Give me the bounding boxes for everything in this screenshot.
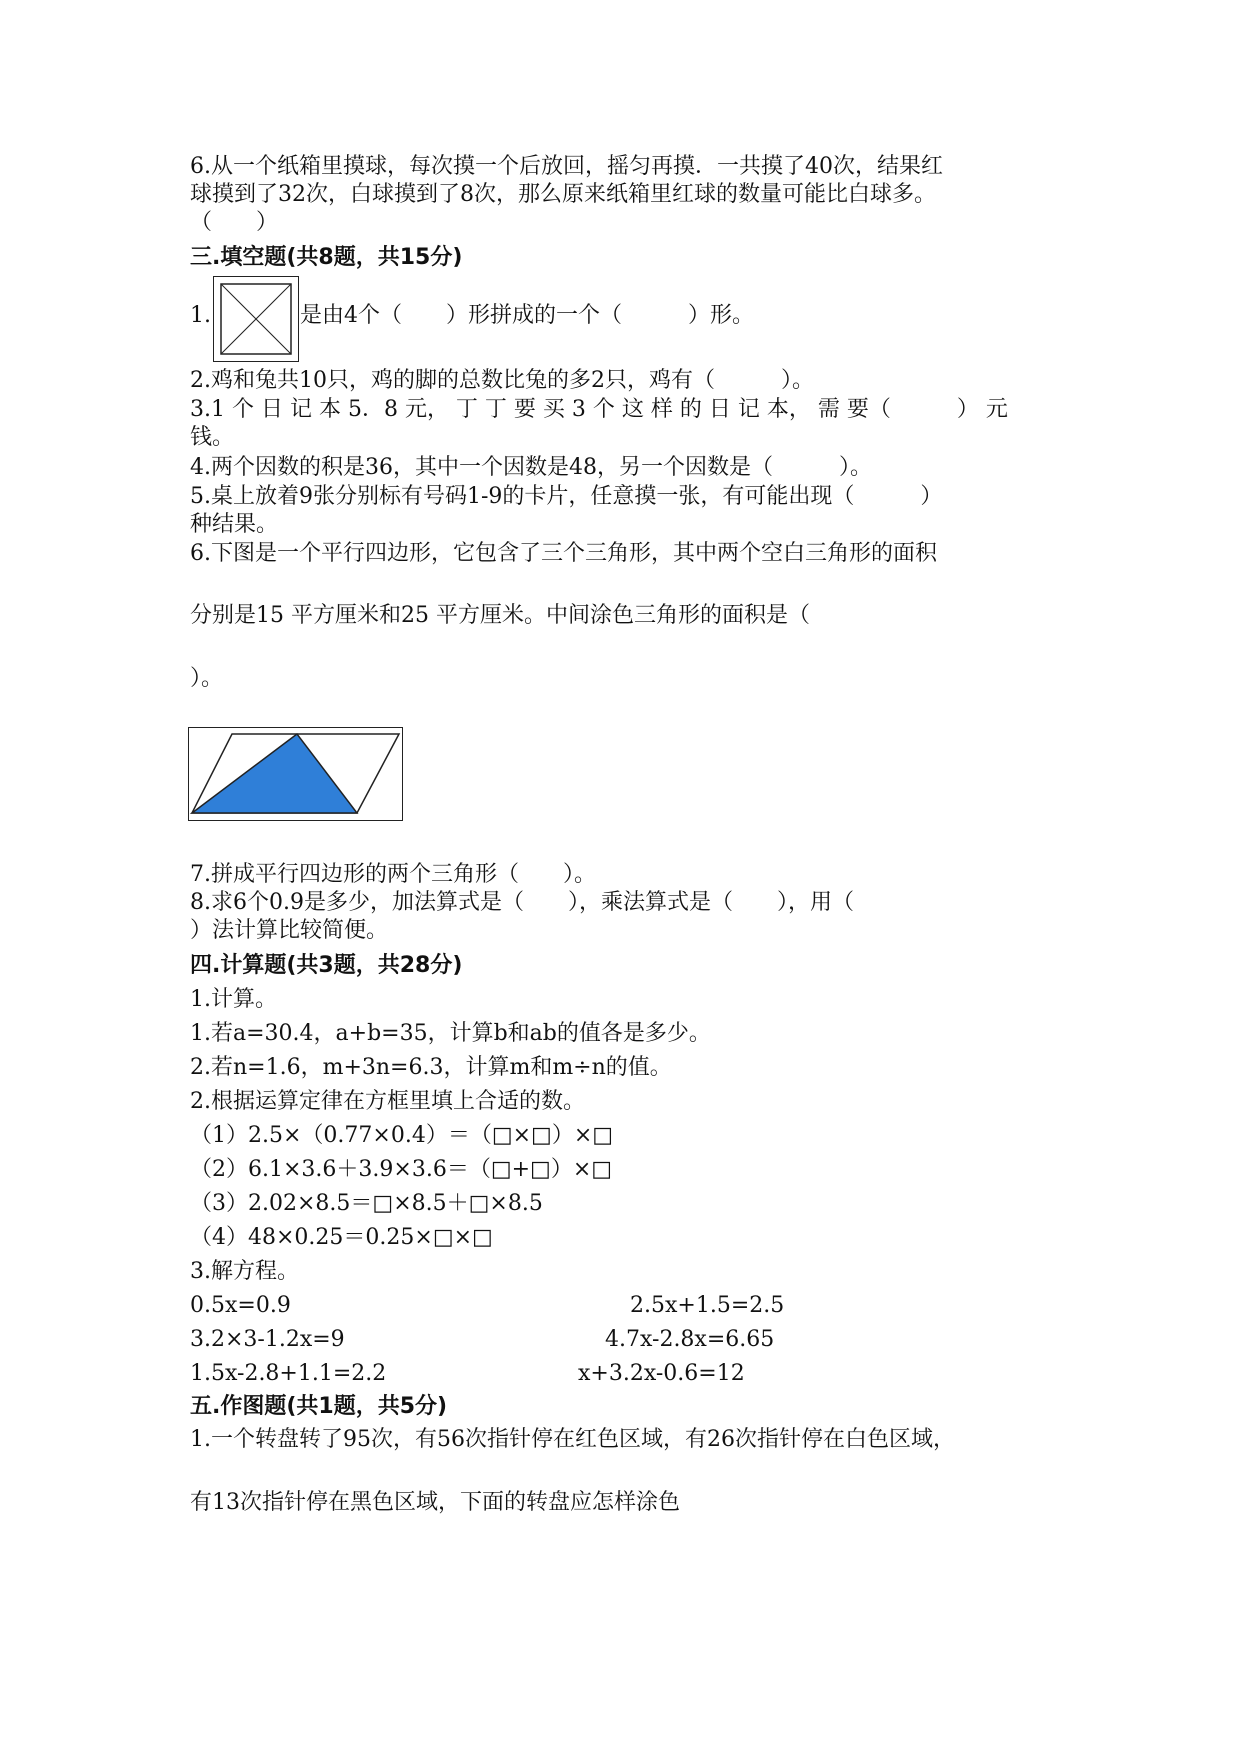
s4-q2: 2.根据运算定律在方框里填上合适的数。 <box>190 1089 585 1114</box>
s3-q6-line1: 6.下图是一个平行四边形，它包含了三个三角形，其中两个空白三角形的面积 <box>190 541 937 566</box>
s3-q3-line1: 3.1 个 日 记 本 5．8 元， 丁 丁 要 买 3 个 这 样 的 日 记 本， 需 要（ ） 元 <box>190 397 1008 422</box>
section3-heading: 三.填空题(共8题，共15分) <box>190 245 463 270</box>
s5-q1-line1: 1.一个转盘转了95次，有56次指针停在红色区域，有26次指针停在白色区域， <box>190 1427 955 1452</box>
s3-q8-line2: ）法计算比较简便。 <box>190 918 389 943</box>
s2-q6-line1: 6.从一个纸箱里摸球，每次摸一个后放回，摇匀再摸．一共摸了40次，结果红 <box>190 154 943 179</box>
s4-q1: 1.计算。 <box>190 987 277 1012</box>
equation-2: 2.5x+1.5=2.5 <box>630 1293 785 1318</box>
s3-q6-line2: 分别是15 平方厘米和25 平方厘米。中间涂色三角形的面积是（ <box>190 603 810 628</box>
parallelogram-figure <box>188 727 403 821</box>
s4-q2-1: （1）2.5×（0.77×0.4）＝（□×□）×□ <box>190 1123 614 1148</box>
s4-q1-1: 1.若a=30.4，a+b=35，计算b和ab的值各是多少。 <box>190 1021 711 1046</box>
s3-q5-line2: 种结果。 <box>190 512 279 537</box>
s3-q1-number: 1. <box>190 303 211 328</box>
s3-q1-text: 是由4个（ ）形拼成的一个（ ）形。 <box>300 303 754 328</box>
equation-3: 3.2×3-1.2x=9 <box>190 1327 345 1352</box>
equation-5: 1.5x-2.8+1.1=2.2 <box>190 1361 387 1386</box>
s4-q2-4: （4）48×0.25＝0.25×□×□ <box>190 1225 493 1250</box>
s3-q5-line1: 5.桌上放着9张分别标有号码1-9的卡片，任意摸一张，有可能出现（ ） <box>190 484 943 509</box>
s3-q8-line1: 8.求6个0.9是多少，加法算式是（ ），乘法算式是（ ），用（ <box>190 890 854 915</box>
square-diagonals-svg <box>214 277 298 361</box>
s4-q3: 3.解方程。 <box>190 1259 299 1284</box>
section5-heading: 五.作图题(共1题，共5分) <box>190 1394 448 1419</box>
s5-q1-line2: 有13次指针停在黑色区域，下面的转盘应怎样涂色 <box>190 1490 680 1515</box>
s2-q6-line3: （ ） <box>190 210 279 235</box>
s4-q2-3: （3）2.02×8.5＝□×8.5＋□×8.5 <box>190 1191 543 1216</box>
s3-q7: 7.拼成平行四边形的两个三角形（ ）。 <box>190 862 596 887</box>
s3-q2: 2.鸡和兔共10只，鸡的脚的总数比兔的多2只，鸡有（ ）。 <box>190 368 814 393</box>
s3-q4: 4.两个因数的积是36，其中一个因数是48，另一个因数是（ ）。 <box>190 455 872 480</box>
section4-heading: 四.计算题(共3题，共28分) <box>190 953 463 978</box>
parallelogram-svg <box>189 728 402 820</box>
s3-q3-line2: 钱。 <box>190 425 235 450</box>
s2-q6-line2: 球摸到了32次，白球摸到了8次，那么原来纸箱里红球的数量可能比白球多。 <box>190 182 936 207</box>
s4-q1-2: 2.若n=1.6，m+3n=6.3，计算m和m÷n的值。 <box>190 1055 672 1080</box>
equation-4: 4.7x-2.8x=6.65 <box>605 1327 775 1352</box>
equation-1: 0.5x=0.9 <box>190 1293 291 1318</box>
shaded-triangle <box>192 734 357 813</box>
s3-q6-line3: ）。 <box>190 666 224 691</box>
equation-6: x+3.2x-0.6=12 <box>578 1361 745 1386</box>
square-diagonals-figure <box>213 276 299 362</box>
s4-q2-2: （2）6.1×3.6＋3.9×3.6＝（□+□）×□ <box>190 1157 613 1182</box>
